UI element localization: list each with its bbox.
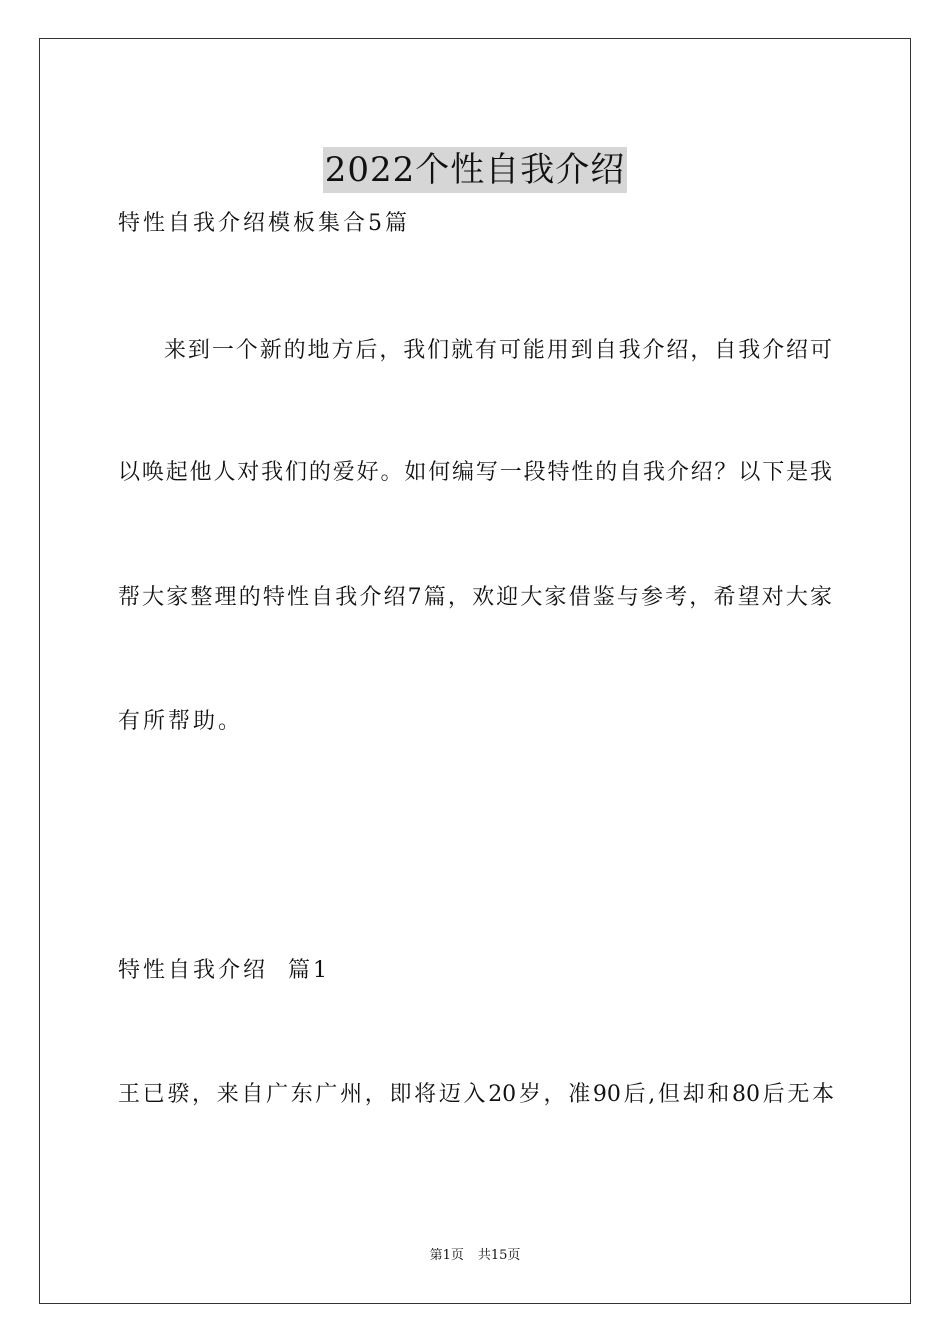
title-container [0, 124, 950, 216]
intro-line-2: 以唤起他人对我们的爱好。如何编写一段特性的自我介绍？以下是我 [118, 460, 832, 485]
intro-line-4: 有所帮助。 [118, 709, 244, 734]
page-total: 共15页 [477, 1248, 521, 1263]
body-line-1: 王已骙，来自广东广州，即将迈入20岁，准90后,但却和80后无本 [118, 1082, 834, 1107]
intro-line-1: 来到一个新的地方后，我们就有可能用到自我介绍，自我介绍可 [164, 338, 832, 363]
document-title: 2022个性自我介绍 [323, 147, 628, 193]
page-footer [0, 1247, 950, 1265]
intro-line-3: 帮大家整理的特性自我介绍7篇，欢迎大家借鉴与参考，希望对大家 [118, 585, 832, 610]
page-number: 第1页 [429, 1248, 464, 1263]
section-heading: 特性自我介绍 篇1 [118, 958, 330, 983]
document-subtitle: 特性自我介绍模板集合5篇 [118, 211, 410, 236]
